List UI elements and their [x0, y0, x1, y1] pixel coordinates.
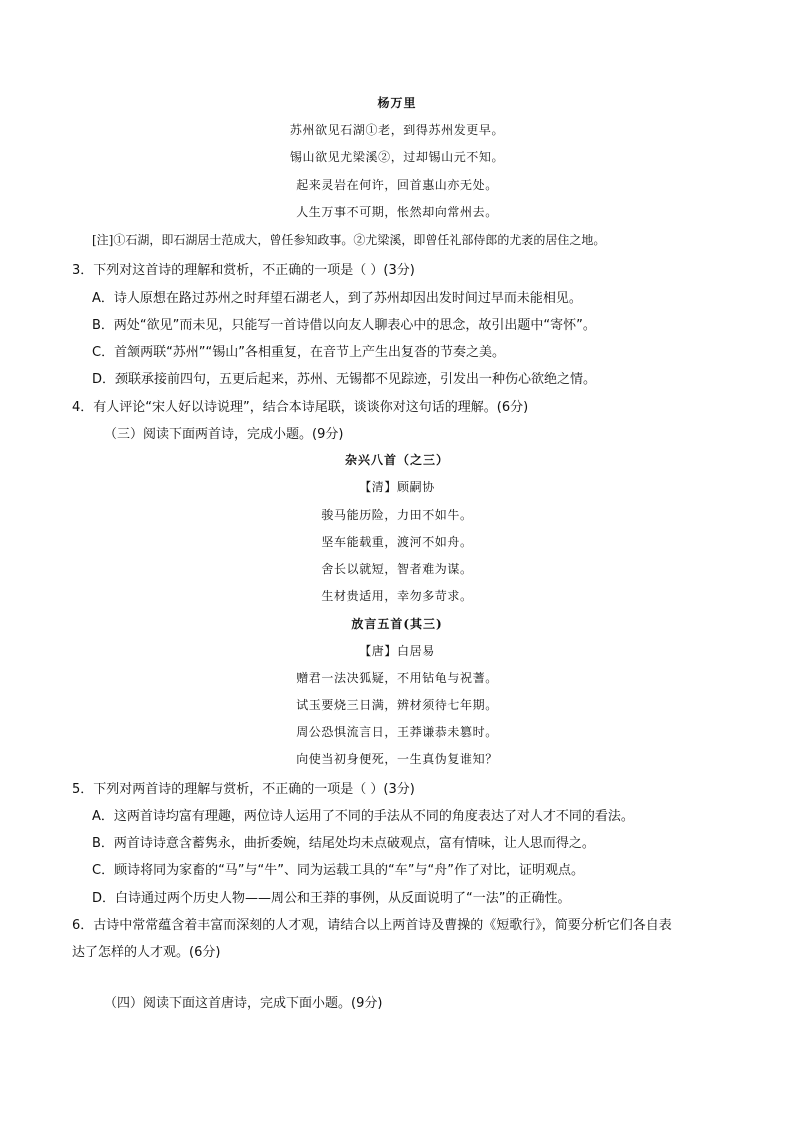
q3-option-b: B．两处“欲见”而未见，只能写一首诗借以向友人聊表心中的思念，故引出题中“寄怀”。 — [92, 318, 596, 333]
q5-option-d: D．白诗通过两个历史人物——周公和王莽的事例，从反面说明了“一法”的正确性。 — [92, 891, 571, 906]
q5-option-c: C．顾诗将同为家畜的“马”与“牛”、同为运载工具的“车”与“舟”作了对比，证明观点。 — [92, 863, 584, 878]
poem2-line-1: 骏马能历险，力田不如牛。 — [321, 508, 473, 522]
q5-option-a: A．这两首诗均富有理趣，两位诗人运用了不同的手法从不同的角度表达了对人才不同的看法。 — [92, 809, 634, 824]
poem3-line-1: 赠君一法决狐疑，不用钻龟与祝蓍。 — [296, 671, 498, 685]
poem2-line-3: 舍长以就短，智者难为谋。 — [321, 562, 473, 576]
q4-stem: 4．有人评论“宋人好以诗说理”，结合本诗尾联，谈谈你对这句话的理解。(6分) — [72, 400, 529, 415]
poem3-line-4: 向使当初身便死，一生真伪复谁知？ — [296, 752, 498, 766]
q3-stem: 3．下列对这首诗的理解和赏析，不正确的一项是（ ）(3分) — [72, 263, 415, 278]
section3-heading: （三）阅读下面两首诗，完成小题。(9分) — [104, 427, 344, 442]
q6-stem-line-1: 6．古诗中常常蕴含着丰富而深刻的人才观，请结合以上两首诗及曹操的《短歌行》，简要分析它们各自表 — [72, 918, 672, 933]
poem3-line-3: 周公恐惧流言日，王莽谦恭未篡时。 — [296, 725, 498, 739]
poem1-line-1: 苏州欲见石湖①老，到得苏州发更早。 — [289, 123, 505, 137]
q5-option-b: B．两首诗诗意含蓄隽永，曲折委婉，结尾处均未点破观点，富有情味，让人思而得之。 — [92, 836, 595, 851]
poem2-title: 杂兴八首（之三） — [344, 453, 449, 467]
poem1-line-2: 锡山欲见尤梁溪②，过却锡山元不知。 — [289, 150, 505, 164]
poem1-note: [注]①石湖，即石湖居士范成大，曾任参知政事。②尤梁溪，即曾任礼部侍郎的尤袤的居住之地。 — [92, 233, 606, 247]
poem1-line-4: 人生万事不可期，怅然却向常州去。 — [296, 205, 498, 219]
poem2-line-4: 生材贵适用，幸勿多苛求。 — [321, 589, 473, 603]
q6-stem-line-2: 达了怎样的人才观。(6分) — [72, 945, 221, 960]
q3-option-d: D．颈联承接前四句，五更后起来，苏州、无锡都不见踪迹，引发出一种伤心欲绝之情。 — [92, 372, 597, 387]
poem3-line-2: 试玉要烧三日满，辨材须待七年期。 — [296, 698, 498, 712]
poem3-title: 放言五首(其三) — [351, 617, 443, 631]
poem1-author: 杨万里 — [377, 96, 417, 110]
section4-heading: （四）阅读下面这首唐诗，完成下面小题。(9分) — [104, 996, 383, 1011]
q3-option-a: A．诗人原想在路过苏州之时拜望石湖老人，到了苏州却因出发时间过早而未能相见。 — [92, 291, 582, 306]
poem2-line-2: 坚车能载重，渡河不如舟。 — [321, 535, 473, 549]
poem3-author: 【唐】白居易 — [359, 644, 435, 658]
q3-option-c: C．首颔两联“苏州”“锡山”各相重复，在音节上产生出复沓的节奏之美。 — [92, 345, 506, 360]
poem1-line-3: 起来灵岩在何许，回首惠山亦无处。 — [296, 178, 498, 192]
poem2-author: 【清】顾嗣协 — [359, 480, 435, 494]
q5-stem: 5．下列对两首诗的理解与赏析，不正确的一项是（ ）(3分) — [72, 782, 415, 797]
